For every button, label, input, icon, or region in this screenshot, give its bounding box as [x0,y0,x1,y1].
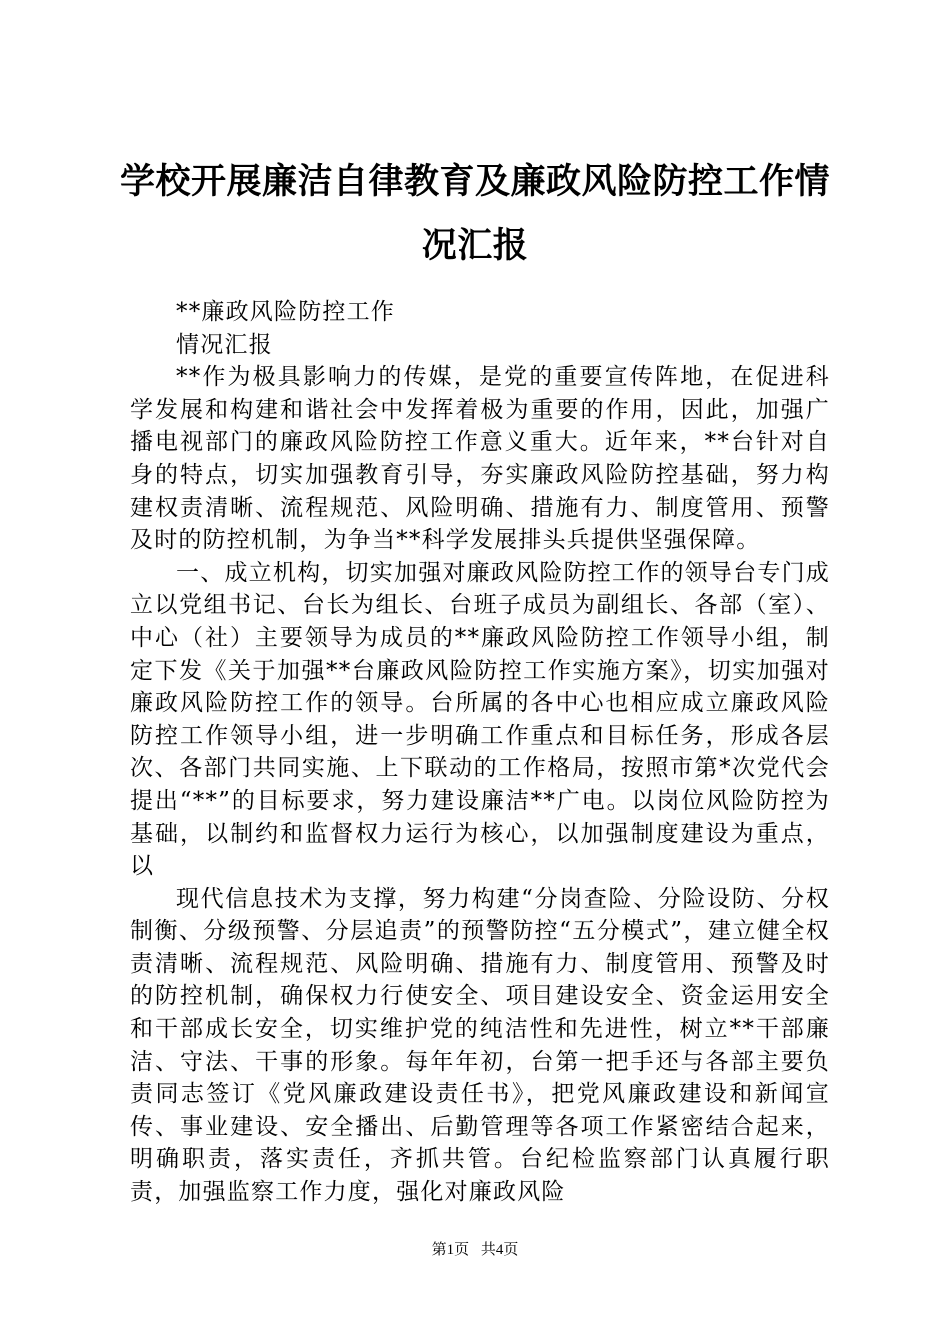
document-body [130,296,830,1209]
paragraph-heading-line-2: 情况汇报 [176,331,273,358]
paragraph-heading-line-1: **廉政风险防控工作 [176,299,395,325]
paragraph-section-1: 一、成立机构，切实加强对廉政风险防控工作的领导台专门成立以党组书记、台长为组长、台班子成员为副组长、各部（室）、中心（社）主要领导为成员的**廉政风险防控工作领导小组，制定下发《关于加强**台廉政风险防控工作实施方案》，切实加强对廉政风险防控工作的领导。台所属的各中心也相应成立廉政风险防控工作领导小组，进一步明确工作重点和目标任务，形成各层次、各部门共同实施、上下联动的工作格局，按照市第*次党代会提出“**”的目标要求，努力建设廉洁**广电。以岗位风险防控为基础，以制约和监督权力运行为核心，以加强制度建设为重点，以 [130,559,830,880]
paragraph-section-1-continued: 现代信息技术为支撑，努力构建“分岗查险、分险设防、分权制衡、分级预警、分层追责”的预警防控“五分模式”，建立健全权责清晰、流程规范、风险明确、措施有力、制度管用、预警及时的防控机制，确保权力行使安全、项目建设安全、资金运用安全和干部成长安全，切实维护党的纯洁性和先进性，树立**干部廉洁、守法、干事的形象。每年年初，台第一把手还与各部主要负责同志签订《党风廉政建设责任书》，把党风廉政建设和新闻宣传、事业建设、安全播出、后勤管理等各项工作紧密结合起来，明确职责，落实责任，齐抓共管。台纪检监察部门认真履行职责，加强监察工作力度，强化对廉政风险 [130,885,830,1206]
paragraph-intro: **作为极具影响力的传媒，是党的重要宣传阵地，在促进科学发展和构建和谐社会中发挥着极为重要的作用，因此，加强广播电视部门的廉政风险防控工作意义重大。近年来，**台针对自身的特点，切实加强教育引导，夯实廉政风险防控基础，努力构建权责清晰、流程规范、风险明确、措施有力、制度管用、预警及时的防控机制，为争当**科学发展排头兵提供坚强保障。 [130,364,830,554]
page-total: 共4页 [480,1242,519,1258]
page-number: 第1页 [431,1242,470,1258]
document-title: 学校开展廉洁自律教育及廉政风险防控工作情况汇报 [120,161,831,266]
page-footer [0,1240,950,1260]
